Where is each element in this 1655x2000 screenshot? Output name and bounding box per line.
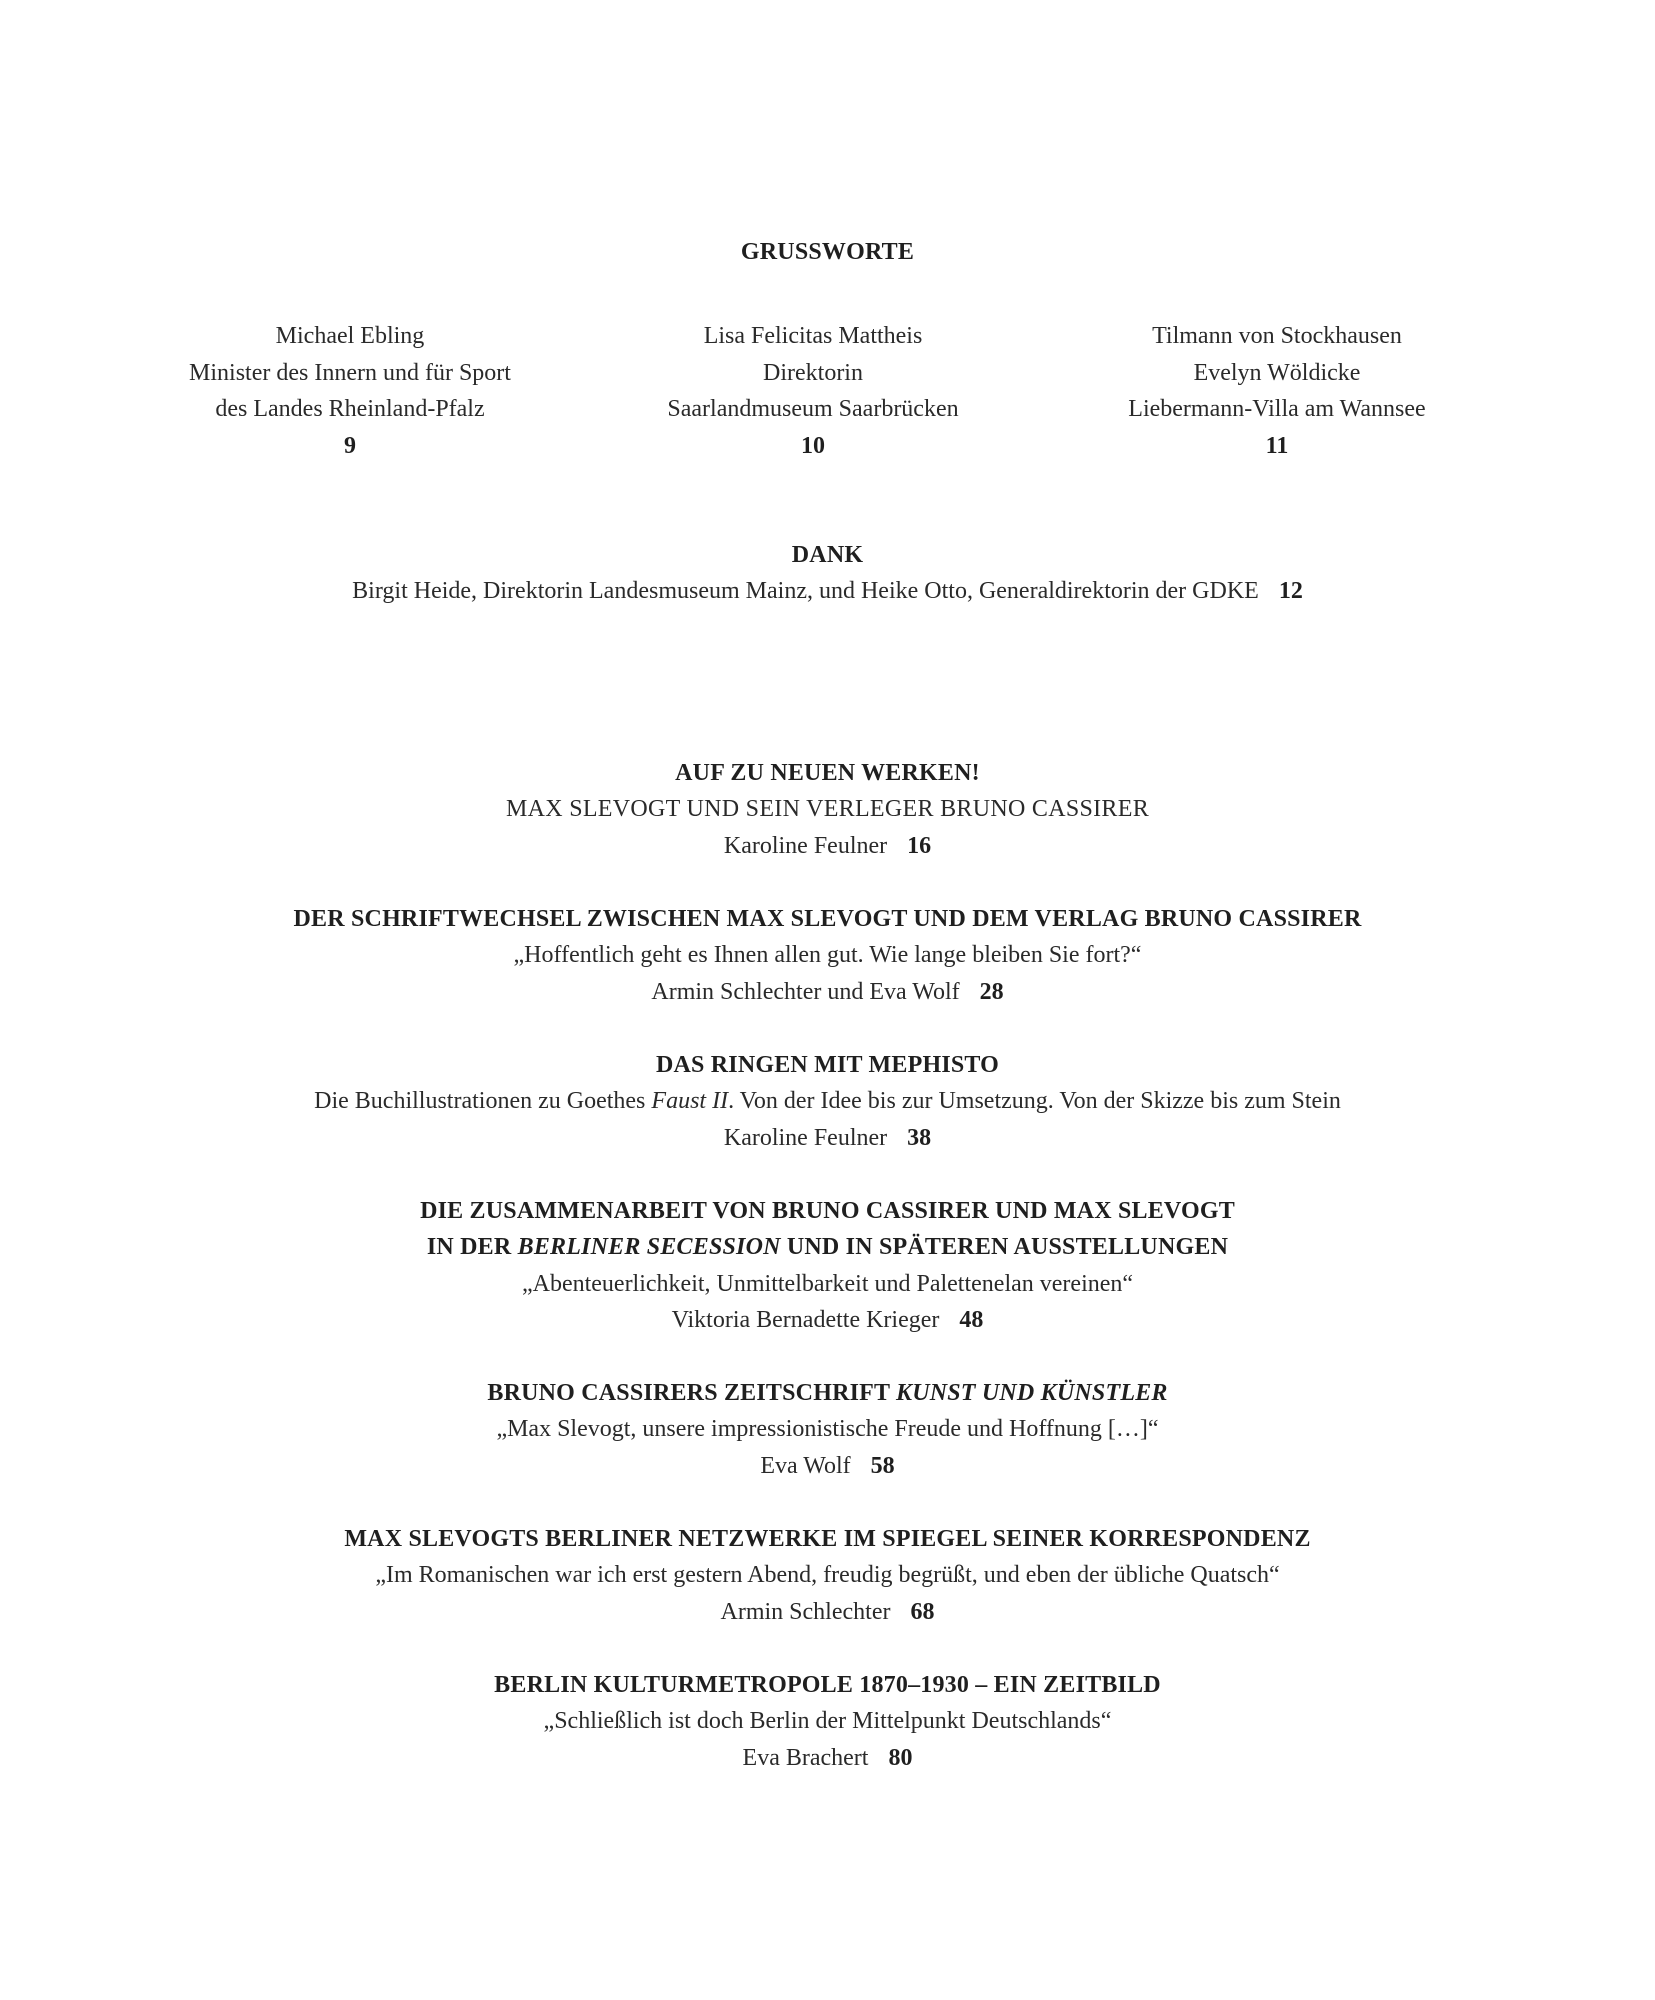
greeting-column-3 (1017, 318, 1537, 464)
greeting-column-1 (90, 318, 610, 464)
subtitle-text: Die Buchillustrationen zu Goethes (314, 1088, 652, 1114)
entry-author-line (0, 1448, 1655, 1484)
section-heading-dank: DANK (791, 542, 864, 568)
entry-author-line (0, 828, 1655, 864)
entry-title (0, 1375, 1655, 1411)
title-italic-text: KUNST UND KÜNSTLER (895, 1380, 1168, 1406)
title-text: IN DER (426, 1234, 518, 1260)
entry-title-line-2 (0, 1229, 1655, 1265)
page-number: 11 (1265, 432, 1289, 459)
page-number: 68 (910, 1599, 935, 1625)
greeting-line: Evelyn Wöldicke (1193, 359, 1361, 386)
entry-author: Karoline Feulner (723, 833, 888, 859)
greeting-line: Saarlandmuseum Saarbrücken (667, 396, 959, 422)
entry-title: DIE ZUSAMMENARBEIT VON BRUNO CASSIRER UND MAX SLEVOGT (420, 1198, 1235, 1224)
greeting-line: Tilmann von Stockhausen (1152, 323, 1402, 349)
entry-subtitle: „Schließlich ist doch Berlin der Mittelpunkt Deutschlands“ (543, 1708, 1112, 1734)
entry-author: Viktoria Bernadette Krieger (671, 1307, 940, 1333)
entry-subtitle: „Im Romanischen war ich erst gestern Abend, freudig begrüßt, und eben der übliche Quatsch“ (375, 1562, 1280, 1588)
entry-subtitle: MAX SLEVOGT UND SEIN VERLEGER BRUNO CASSIRER (505, 796, 1150, 822)
entry-subtitle: „Abenteuerlichkeit, Unmittelbarkeit und Palettenelan vereinen“ (521, 1271, 1134, 1297)
section-heading-grussworte: GRUSSWORTE (740, 239, 915, 265)
subtitle-text: . Von der Idee bis zur Umsetzung. Von der Skizze bis zum Stein (728, 1088, 1341, 1114)
dank-entry (0, 573, 1655, 609)
title-text: BRUNO CASSIRERS ZEITSCHRIFT (487, 1380, 896, 1406)
entry-title: AUF ZU NEUEN WERKEN! (675, 760, 980, 786)
entry-title: BERLIN KULTURMETROPOLE 1870–1930 – EIN ZEITBILD (494, 1672, 1161, 1698)
entry-author: Armin Schlechter und Eva Wolf (651, 979, 960, 1005)
title-italic-text: BERLINER SECESSION (517, 1234, 781, 1260)
entry-author: Armin Schlechter (720, 1599, 891, 1625)
entry-subtitle: „Hoffentlich geht es Ihnen allen gut. Wie lange bleiben Sie fort?“ (513, 942, 1142, 968)
title-text: UND IN SPÄTEREN AUSSTELLUNGEN (780, 1234, 1229, 1260)
entry-author: Eva Wolf (760, 1453, 851, 1479)
page-number: 38 (907, 1125, 932, 1151)
entry-author: Eva Brachert (742, 1745, 869, 1771)
page-number: 80 (888, 1745, 913, 1771)
entry-title: DER SCHRIFTWECHSEL ZWISCHEN MAX SLEVOGT UND DEM VERLAG BRUNO CASSIRER (293, 906, 1362, 932)
entry-author-line (0, 1302, 1655, 1338)
entry-subtitle: „Max Slevogt, unsere impressionistische Freude und Hoffnung […]“ (496, 1416, 1159, 1442)
entry-author: Karoline Feulner (723, 1125, 888, 1151)
subtitle-italic-text: Faust II (651, 1088, 729, 1114)
entry-author-line (0, 974, 1655, 1010)
greeting-line: Liebermann-Villa am Wannsee (1128, 396, 1426, 422)
greeting-line: Direktorin (763, 359, 863, 386)
page-number: 10 (801, 432, 825, 459)
page-number: 28 (979, 979, 1004, 1005)
greeting-line: Lisa Felicitas Mattheis (703, 323, 923, 349)
greeting-column-2 (553, 318, 1073, 464)
entry-subtitle (0, 1083, 1655, 1119)
page-number: 9 (344, 432, 356, 459)
page-number: 16 (907, 833, 932, 859)
page-number: 58 (870, 1453, 895, 1479)
page-number: 12 (1278, 578, 1303, 604)
entry-author-line (0, 1594, 1655, 1630)
entry-title: DAS RINGEN MIT MEPHISTO (655, 1052, 1000, 1078)
greeting-line: Michael Ebling (275, 323, 425, 349)
entry-author-line (0, 1740, 1655, 1776)
page-number: 48 (959, 1307, 984, 1333)
entry-author-line (0, 1120, 1655, 1156)
entry-title: MAX SLEVOGTS BERLINER NETZWERKE IM SPIEGEL SEINER KORRESPONDENZ (344, 1526, 1311, 1552)
greeting-line: des Landes Rheinland-Pfalz (215, 396, 485, 422)
dank-text: Birgit Heide, Direktorin Landesmuseum Mainz, und Heike Otto, Generaldirektorin der GDKE (352, 578, 1259, 604)
greeting-line: Minister des Innern und für Sport (189, 359, 511, 386)
